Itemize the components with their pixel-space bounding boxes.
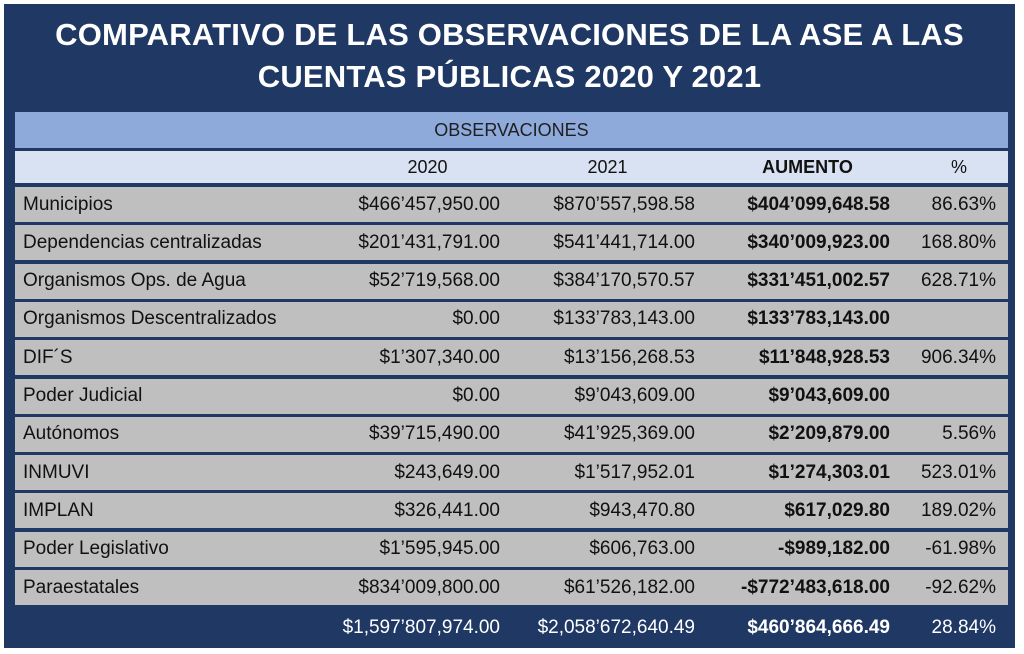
row-name: DIF´S — [23, 346, 73, 368]
row-increase: $404’099,648.58 — [747, 193, 890, 215]
row-2020: $0.00 — [452, 385, 500, 406]
row-name: Autónomos — [23, 423, 120, 445]
row-pct: 168.80% — [920, 231, 996, 253]
row-increase: $2’209,879.00 — [768, 423, 890, 445]
row-increase: $340’009,923.00 — [747, 231, 890, 253]
table-row — [15, 379, 1008, 414]
row-increase: $617,029.80 — [784, 499, 890, 521]
section-header — [15, 112, 1008, 148]
table-row — [15, 570, 1008, 605]
row-name: Organismos Ops. de Agua — [23, 270, 246, 292]
table-row — [15, 417, 1008, 452]
row-name: Organismos Descentralizados — [23, 308, 277, 330]
table-row — [15, 225, 1008, 260]
total-pct: 28.84% — [931, 616, 996, 638]
row-pct: 523.01% — [920, 461, 996, 483]
row-increase: $11’848,928.53 — [758, 346, 890, 368]
row-pct: 189.02% — [920, 499, 996, 521]
row-2021: $606,763.00 — [589, 538, 695, 560]
comparison-table-frame — [4, 4, 1015, 648]
row-2020: $326,441.00 — [394, 499, 500, 521]
row-increase: -$989,182.00 — [778, 538, 890, 560]
row-2020: $243,649.00 — [394, 461, 500, 483]
page-title — [4, 4, 1015, 108]
row-2021: $1’517,952.01 — [574, 461, 695, 483]
row-name: Poder Legislativo — [23, 538, 169, 560]
row-increase: $331’451,002.57 — [747, 270, 890, 292]
row-name: Paraestatales — [23, 576, 140, 598]
table-row — [15, 493, 1008, 528]
col-header-2020: 2020 — [407, 156, 448, 177]
table-row — [15, 302, 1008, 337]
row-2020: $0.00 — [452, 308, 500, 330]
row-2020: $39’715,490.00 — [368, 423, 500, 445]
col-header-2021: 2021 — [587, 156, 628, 177]
total-2020: $1,597’807,974.00 — [342, 616, 500, 638]
row-2020: $1’307,340.00 — [379, 346, 500, 368]
row-2021: $9’043,609.00 — [574, 385, 695, 406]
row-increase: -$772’483,618.00 — [741, 576, 890, 598]
row-pct: 86.63% — [931, 193, 996, 215]
table-row — [15, 455, 1008, 490]
row-pct: -61.98% — [925, 538, 996, 560]
row-name: Poder Judicial — [23, 385, 143, 406]
row-2021: $943,470.80 — [589, 499, 695, 521]
column-header-row — [15, 151, 1008, 183]
row-2021: $133’783,143.00 — [553, 308, 695, 330]
table-row — [15, 532, 1008, 567]
row-pct: -92.62% — [925, 576, 996, 598]
row-increase: $133’783,143.00 — [747, 308, 890, 330]
title-line-2: CUENTAS PÚBLICAS 2020 Y 2021 — [257, 59, 762, 94]
row-2020: $52’719,568.00 — [368, 270, 500, 292]
row-pct: 628.71% — [920, 270, 996, 292]
row-2021: $61’526,182.00 — [563, 576, 695, 598]
section-label: OBSERVACIONES — [434, 119, 589, 140]
row-increase: $9’043,609.00 — [768, 385, 890, 406]
row-2021: $870’557,598.58 — [553, 193, 695, 215]
row-name: Dependencias centralizadas — [23, 231, 262, 253]
total-row — [15, 610, 1008, 645]
row-2021: $41’925,369.00 — [563, 423, 695, 445]
total-2021: $2,058’672,640.49 — [537, 616, 695, 638]
row-2021: $384’170,570.57 — [553, 270, 695, 292]
total-increase: $460’864,666.49 — [747, 616, 890, 638]
row-2020: $834’009,800.00 — [358, 576, 500, 598]
table-row — [15, 187, 1008, 222]
title-line-1: COMPARATIVO DE LAS OBSERVACIONES DE LA ASE A LAS — [55, 17, 964, 52]
col-header-increase: AUMENTO — [762, 156, 853, 177]
row-name: INMUVI — [23, 461, 90, 483]
row-increase: $1’274,303.01 — [768, 461, 890, 483]
table-row — [15, 264, 1008, 299]
table-row — [15, 340, 1008, 375]
row-2020: $201’431,791.00 — [358, 231, 500, 253]
row-name: Municipios — [23, 193, 113, 215]
row-2020: $466’457,950.00 — [358, 193, 500, 215]
row-2021: $13’156,268.53 — [563, 346, 695, 368]
col-header-pct: % — [950, 156, 967, 177]
row-name: IMPLAN — [23, 499, 94, 521]
row-pct: 5.56% — [942, 423, 996, 445]
row-pct: 906.34% — [920, 346, 996, 368]
row-2020: $1’595,945.00 — [379, 538, 500, 560]
row-2021: $541’441,714.00 — [553, 231, 695, 253]
